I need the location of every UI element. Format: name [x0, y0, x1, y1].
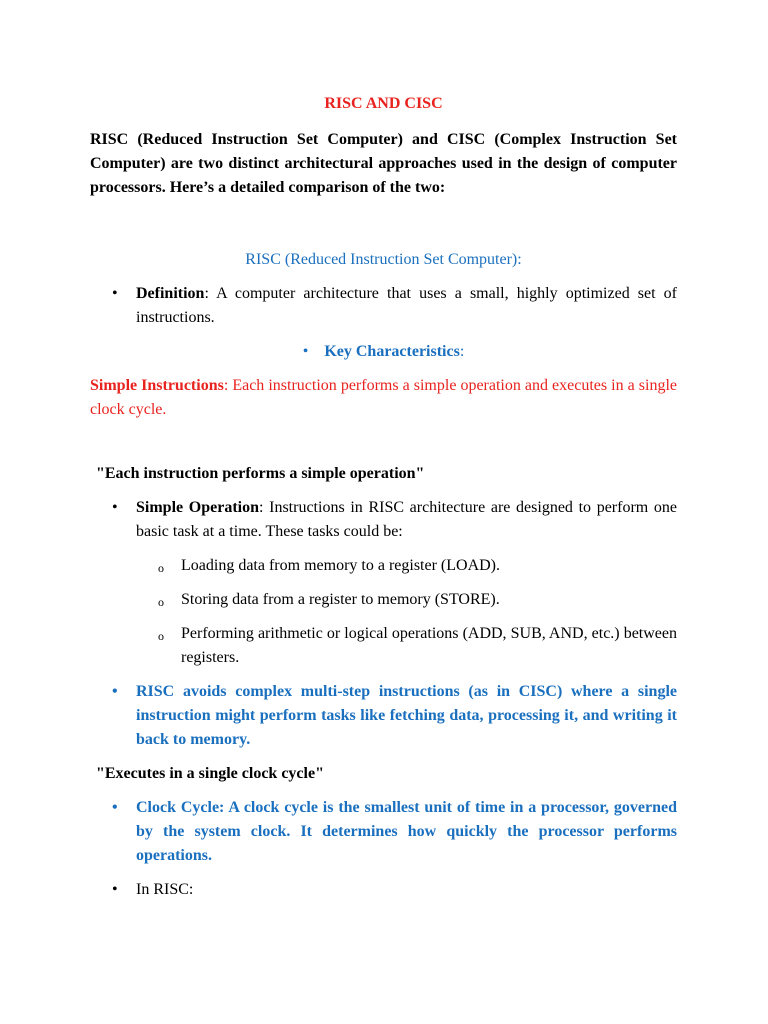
bullet-icon: •	[112, 881, 118, 898]
quote-single-clock-cycle: "Executes in a single clock cycle"	[96, 765, 324, 782]
bullet-icon: •	[112, 285, 118, 302]
risc-avoids-bullet	[90, 680, 677, 752]
definition-bullet	[90, 282, 677, 330]
in-risc-text: In RISC:	[136, 881, 194, 898]
simple-operation-text: : Instructions in RISC architecture are designed to perform one basic task at a time. These tasks could be:	[136, 499, 677, 540]
clock-cycle-text: Clock Cycle: A clock cycle is the smallest unit of time in a processor, governed by the system clock. It determines how quickly the processor performs operations.	[136, 799, 677, 864]
document-page	[90, 92, 677, 912]
simple-operation-bullet	[90, 496, 677, 544]
simple-instructions-label: Simple Instructions	[90, 377, 224, 394]
task-item	[90, 554, 677, 578]
bullet-icon: •	[112, 499, 118, 516]
sub-bullet-icon: o	[158, 561, 164, 575]
task-text: Storing data from a register to memory (STORE).	[181, 591, 500, 608]
risc-avoids-text: RISC avoids complex multi-step instructions (as in CISC) where a single instruction might perform tasks like fetching data, processing it, and writing it back to memory.	[136, 683, 677, 748]
bullet-icon: •	[302, 343, 309, 360]
definition-text: : A computer architecture that uses a small, highly optimized set of instructions.	[136, 285, 677, 326]
task-item	[90, 622, 677, 670]
key-characteristics-label: Key Characteristics	[324, 343, 460, 360]
task-text: Loading data from memory to a register (LOAD).	[181, 557, 501, 574]
clock-cycle-bullet	[90, 796, 677, 868]
bullet-icon: •	[112, 683, 118, 700]
sub-bullet-icon: o	[158, 595, 164, 609]
bullet-icon: •	[112, 799, 118, 816]
quote-simple-operation: "Each instruction performs a simple operation"	[96, 465, 425, 482]
task-text: Performing arithmetic or logical operations (ADD, SUB, AND, etc.) between registers.	[181, 625, 677, 666]
document-title: RISC AND CISC	[324, 95, 443, 112]
intro-paragraph: RISC (Reduced Instruction Set Computer) and CISC (Complex Instruction Set Computer) are two distinct architectural approaches used in the design of computer processors. Here’s a detailed comparison of the two:	[90, 131, 677, 196]
risc-heading: RISC (Reduced Instruction Set Computer):	[245, 251, 522, 268]
in-risc-bullet	[90, 878, 677, 902]
sub-bullet-icon: o	[158, 629, 164, 643]
simple-instructions-text: : Each instruction performs a simple operation and executes in a single clock cycle.	[90, 377, 678, 418]
key-characteristics-suffix: :	[459, 343, 465, 360]
simple-instructions-paragraph	[90, 374, 677, 422]
key-characteristics-bullet	[90, 340, 677, 364]
simple-operation-label: Simple Operation	[136, 499, 260, 516]
task-item	[90, 588, 677, 612]
definition-label: Definition	[136, 285, 205, 302]
